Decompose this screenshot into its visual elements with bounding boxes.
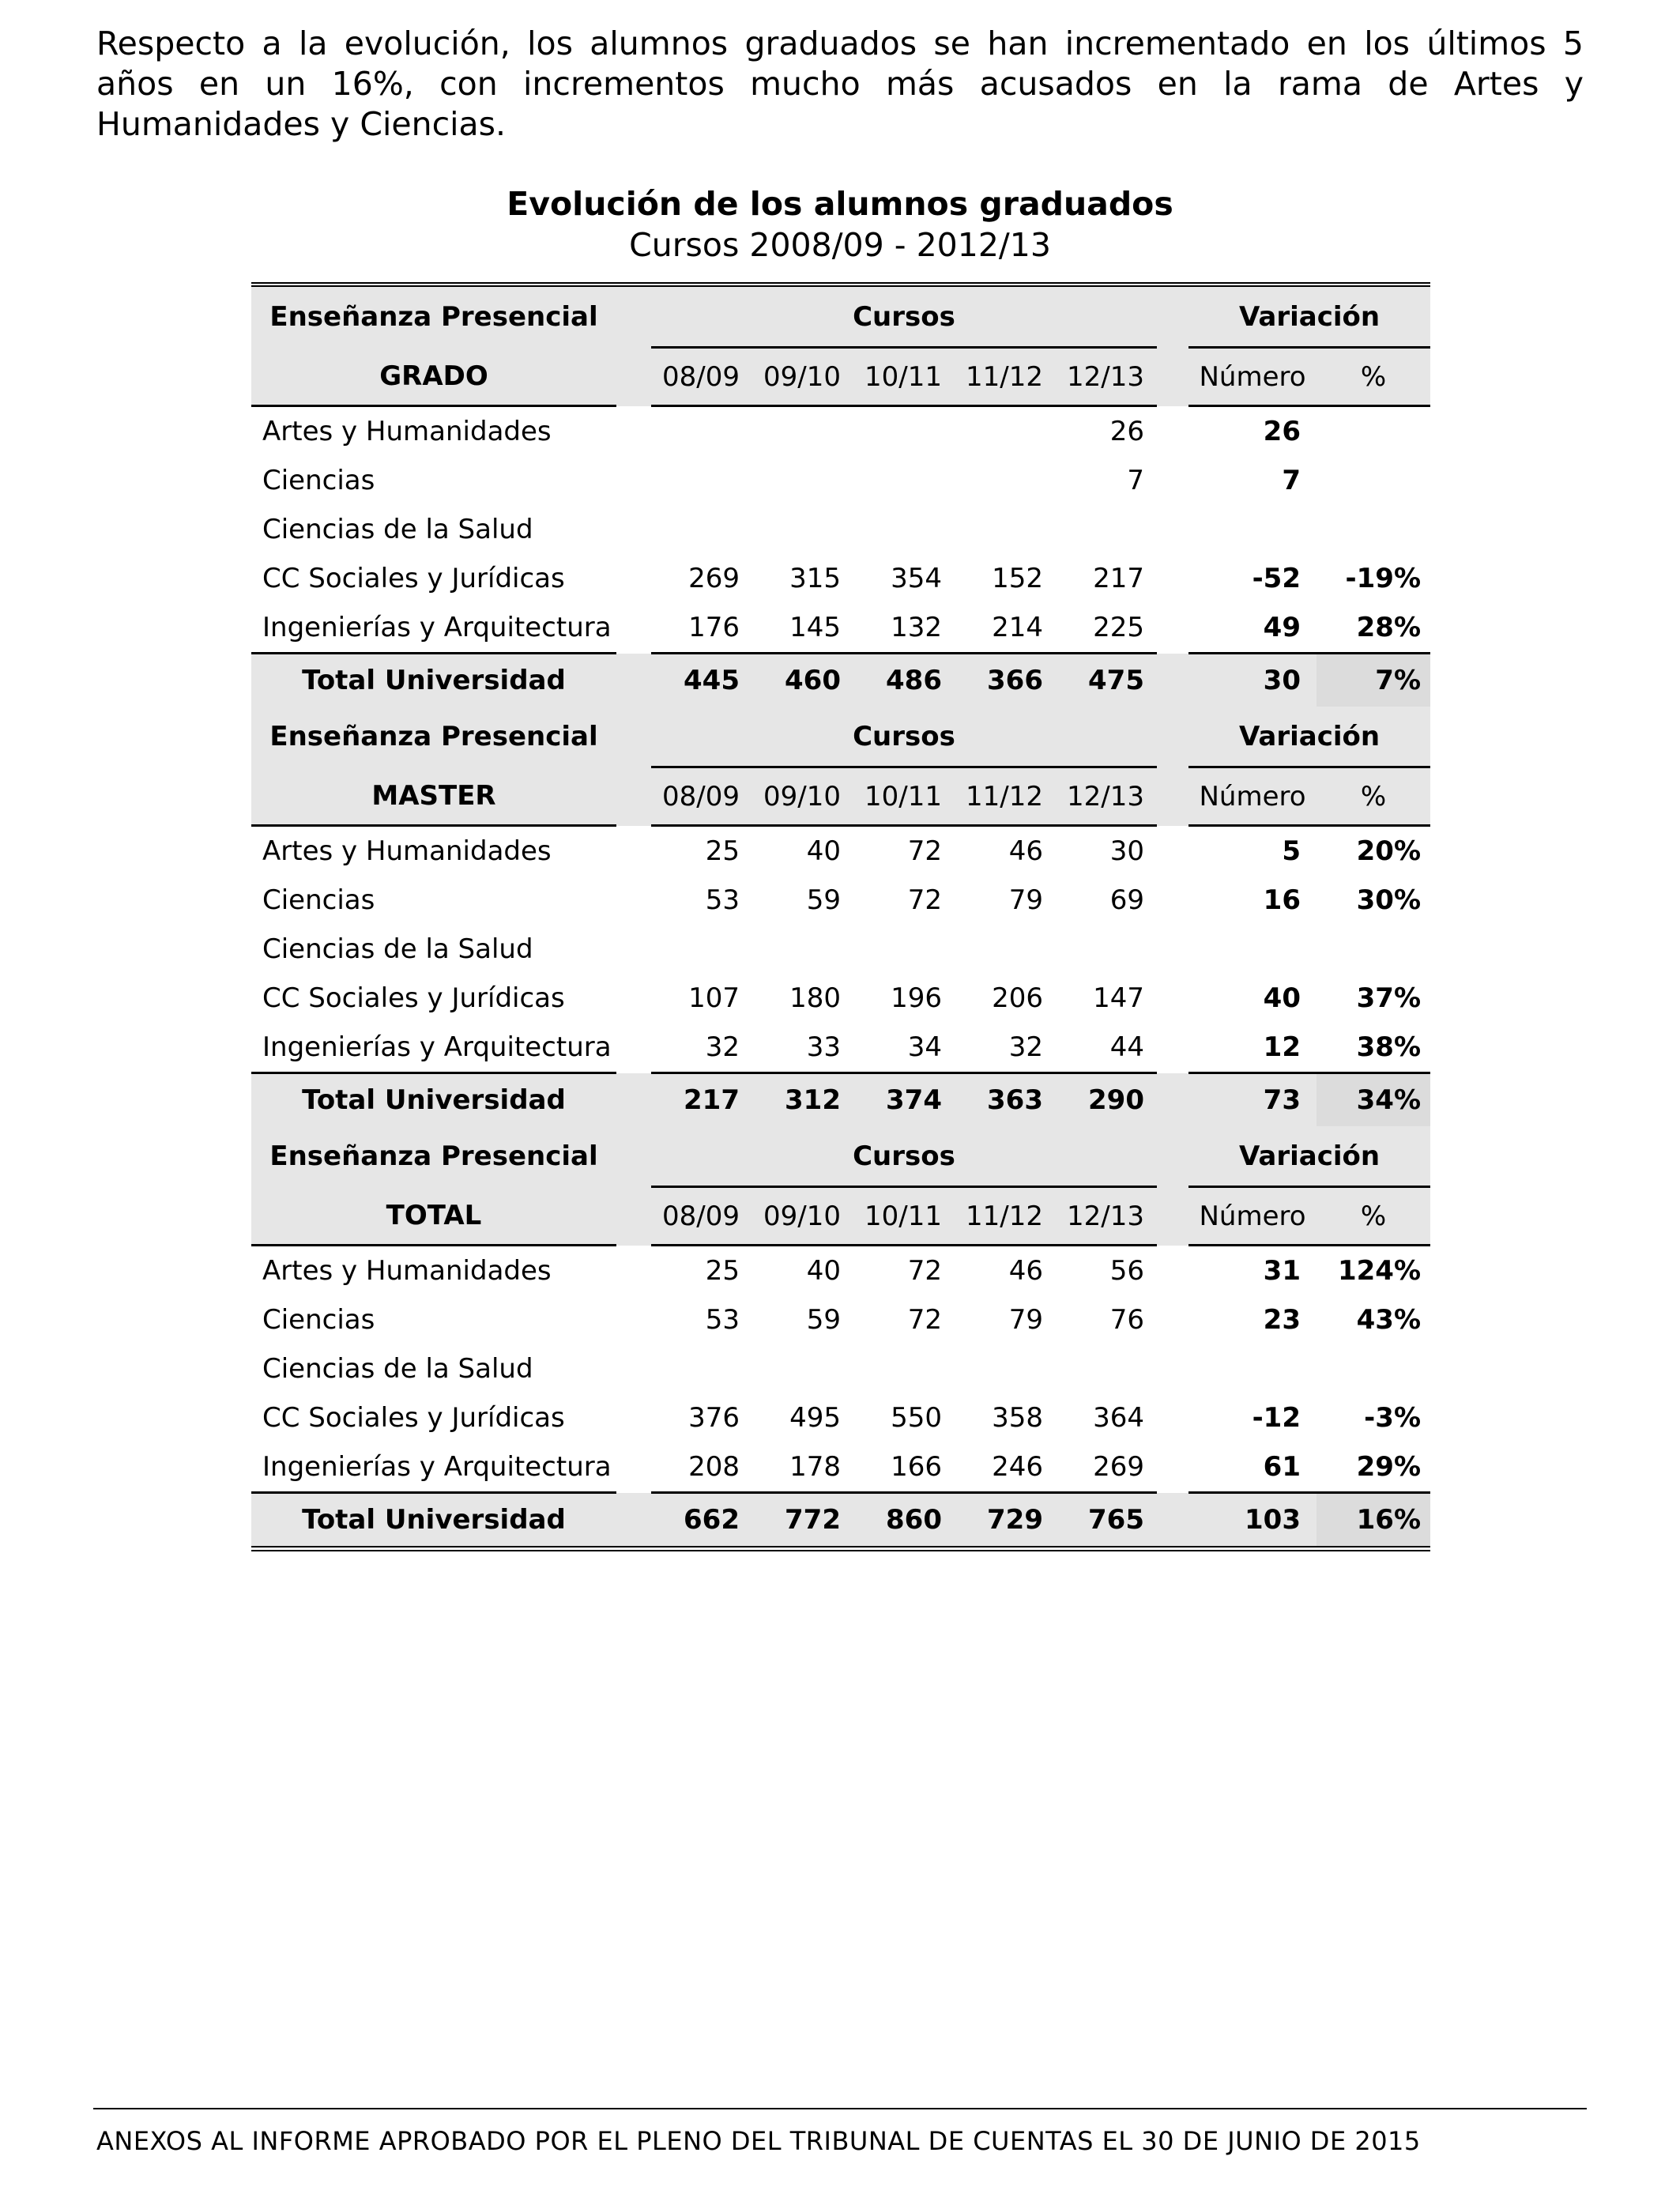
year-value: [853, 456, 955, 505]
section-subheader-row: [251, 767, 1430, 826]
variacion-label: Variación: [1188, 1126, 1430, 1187]
year-value: 72: [907, 835, 942, 867]
year-header: 10/11: [853, 1187, 955, 1246]
total-year-value: 772: [752, 1493, 853, 1547]
year-value: 53: [705, 1304, 740, 1336]
variation-pct: -3%: [1364, 1402, 1422, 1434]
variation-number: -52: [1252, 563, 1301, 594]
variation-pct: 29%: [1356, 1451, 1422, 1483]
year-header: 11/12: [955, 767, 1056, 826]
variacion-label: Variación: [1188, 707, 1430, 767]
table-row: [251, 456, 1430, 505]
total-year-value: 765: [1056, 1493, 1157, 1547]
section-header-row: [251, 287, 1430, 348]
table-row: [251, 826, 1430, 876]
year-header: 12/13: [1056, 1187, 1157, 1246]
row-gap: [1157, 1246, 1188, 1296]
section-subheader-row: [251, 348, 1430, 406]
variation-pct: 124%: [1337, 1255, 1422, 1287]
header-gap: [616, 767, 651, 826]
year-value: 56: [1109, 1255, 1144, 1287]
year-value: 206: [992, 982, 1043, 1014]
year-value: 147: [1093, 982, 1144, 1014]
ensenanza-label: Enseñanza Presencial: [251, 287, 616, 348]
total-row: [251, 1493, 1430, 1547]
total-gap: [1157, 1493, 1188, 1547]
table-subtitle: Cursos 2008/09 - 2012/13: [629, 226, 1051, 264]
variation-pct: -19%: [1345, 563, 1422, 594]
numero-header: Número: [1188, 348, 1317, 406]
total-variation-pct: 7%: [1317, 654, 1430, 707]
row-label: Ingenierías y Arquitectura: [262, 1451, 612, 1483]
year-value: 40: [806, 835, 841, 867]
table-row: [251, 1023, 1430, 1073]
row-gap: [616, 1246, 651, 1296]
total-year-value: 366: [955, 654, 1056, 707]
total-label: Total Universidad: [251, 1073, 616, 1127]
year-value: 72: [907, 884, 942, 916]
row-gap: [1157, 1023, 1188, 1073]
year-value: 176: [688, 612, 740, 643]
total-gap: [616, 1073, 651, 1127]
row-gap: [616, 826, 651, 876]
total-gap: [1157, 654, 1188, 707]
variation-pct: 30%: [1356, 884, 1422, 916]
header-gap: [616, 348, 651, 406]
row-gap: [616, 1393, 651, 1442]
numero-header: Número: [1188, 767, 1317, 826]
year-value: 25: [705, 1255, 740, 1287]
row-label: Ciencias: [262, 884, 375, 916]
year-value: 217: [1093, 563, 1144, 594]
year-value: [651, 1344, 752, 1393]
year-value: [752, 1344, 853, 1393]
year-value: 178: [789, 1451, 841, 1483]
year-value: [651, 925, 752, 974]
year-value: 208: [688, 1451, 740, 1483]
row-gap: [616, 925, 651, 974]
total-year-value: 460: [752, 654, 853, 707]
year-value: 59: [806, 1304, 841, 1336]
year-value: [955, 406, 1056, 457]
year-value: [955, 505, 1056, 554]
year-value: [651, 456, 752, 505]
total-row: [251, 654, 1430, 707]
year-value: 46: [1008, 835, 1043, 867]
variation-number: [1188, 505, 1317, 554]
year-value: 72: [907, 1255, 942, 1287]
total-gap: [1157, 1073, 1188, 1127]
year-value: [651, 505, 752, 554]
total-gap: [616, 654, 651, 707]
row-label: CC Sociales y Jurídicas: [262, 1402, 565, 1434]
intro-paragraph: Respecto a la evolución, los alumnos graduados se han incrementado en los últimos 5 años en un 16%, con incrementos mucho más acusados en la rama de Artes y Humanidades y Ciencias.: [96, 25, 1584, 143]
total-variation-pct: 16%: [1317, 1493, 1430, 1547]
variation-pct: 43%: [1356, 1304, 1422, 1336]
year-header: 09/10: [752, 1187, 853, 1246]
row-gap: [616, 1344, 651, 1393]
row-gap: [1157, 406, 1188, 457]
year-value: [752, 406, 853, 457]
year-value: 53: [705, 884, 740, 916]
year-value: [752, 505, 853, 554]
row-gap: [616, 876, 651, 925]
year-header: 09/10: [752, 348, 853, 406]
year-header: 12/13: [1056, 767, 1157, 826]
year-value: 7: [1127, 465, 1144, 496]
row-label: Ciencias de la Salud: [262, 514, 533, 545]
section-label: MASTER: [251, 767, 616, 826]
section-header-row: [251, 1126, 1430, 1187]
year-value: 25: [705, 835, 740, 867]
row-gap: [1157, 925, 1188, 974]
year-header: 10/11: [853, 767, 955, 826]
row-gap: [1157, 1393, 1188, 1442]
total-variation-pct: 34%: [1317, 1073, 1430, 1127]
year-value: 132: [891, 612, 942, 643]
year-value: 196: [891, 982, 942, 1014]
graduates-table: [251, 287, 1430, 1546]
variation-pct: [1317, 406, 1430, 457]
year-value: 225: [1093, 612, 1144, 643]
year-value: [651, 406, 752, 457]
variation-number: 12: [1263, 1031, 1301, 1063]
row-label: Ciencias: [262, 465, 375, 496]
row-label: Artes y Humanidades: [262, 835, 552, 867]
pct-header: %: [1317, 767, 1430, 826]
row-gap: [1157, 554, 1188, 603]
variation-number: 61: [1263, 1451, 1301, 1483]
year-value: 269: [1093, 1451, 1144, 1483]
footer-text: ANEXOS AL INFORME APROBADO POR EL PLENO DEL TRIBUNAL DE CUENTAS EL 30 DE JUNIO DE 2015: [96, 2126, 1421, 2156]
total-year-value: 217: [651, 1073, 752, 1127]
year-value: 69: [1109, 884, 1144, 916]
row-gap: [1157, 1442, 1188, 1493]
header-gap: [1157, 287, 1188, 348]
year-value: [752, 925, 853, 974]
cursos-label: Cursos: [651, 287, 1157, 348]
cursos-label: Cursos: [651, 707, 1157, 767]
total-gap: [616, 1493, 651, 1547]
year-value: 34: [907, 1031, 942, 1063]
year-value: [955, 1344, 1056, 1393]
total-year-value: 363: [955, 1073, 1056, 1127]
year-value: 152: [992, 563, 1043, 594]
year-value: 495: [789, 1402, 841, 1434]
year-value: 40: [806, 1255, 841, 1287]
row-label: Ciencias de la Salud: [262, 933, 533, 965]
variation-pct: 20%: [1356, 835, 1422, 867]
row-gap: [1157, 1344, 1188, 1393]
variation-number: 26: [1263, 416, 1301, 447]
cursos-label: Cursos: [651, 1126, 1157, 1187]
pct-header: %: [1317, 348, 1430, 406]
row-label: Ingenierías y Arquitectura: [262, 612, 612, 643]
year-value: 246: [992, 1451, 1043, 1483]
year-value: 376: [688, 1402, 740, 1434]
header-gap: [616, 1126, 651, 1187]
row-gap: [1157, 505, 1188, 554]
year-value: 214: [992, 612, 1043, 643]
table-row: [251, 603, 1430, 654]
row-label: Ciencias de la Salud: [262, 1353, 533, 1385]
row-label: Ciencias: [262, 1304, 375, 1336]
table-row: [251, 554, 1430, 603]
total-year-value: 729: [955, 1493, 1056, 1547]
year-value: 166: [891, 1451, 942, 1483]
row-gap: [616, 1295, 651, 1344]
row-label: Ingenierías y Arquitectura: [262, 1031, 612, 1063]
header-gap: [616, 707, 651, 767]
section-label: TOTAL: [251, 1187, 616, 1246]
row-gap: [1157, 1295, 1188, 1344]
row-label: CC Sociales y Jurídicas: [262, 982, 565, 1014]
table-row: [251, 406, 1430, 457]
row-gap: [1157, 826, 1188, 876]
year-value: 76: [1109, 1304, 1144, 1336]
year-value: 26: [1109, 416, 1144, 447]
header-gap: [616, 287, 651, 348]
variation-pct: [1317, 925, 1430, 974]
row-gap: [1157, 456, 1188, 505]
row-gap: [616, 603, 651, 654]
table-row: [251, 1295, 1430, 1344]
year-value: 72: [907, 1304, 942, 1336]
total-variation-number: 103: [1188, 1493, 1317, 1547]
year-header: 08/09: [651, 348, 752, 406]
header-gap: [1157, 707, 1188, 767]
total-label: Total Universidad: [251, 654, 616, 707]
total-variation-number: 30: [1188, 654, 1317, 707]
row-gap: [616, 974, 651, 1023]
header-gap: [616, 1187, 651, 1246]
ensenanza-label: Enseñanza Presencial: [251, 707, 616, 767]
variation-pct: 38%: [1356, 1031, 1422, 1063]
year-value: 107: [688, 982, 740, 1014]
variation-pct: 28%: [1356, 612, 1422, 643]
variation-pct: [1317, 505, 1430, 554]
graduates-table-container: [251, 282, 1430, 1551]
year-value: [853, 925, 955, 974]
variation-pct: 37%: [1356, 982, 1422, 1014]
variation-number: 23: [1263, 1304, 1301, 1336]
numero-header: Número: [1188, 1187, 1317, 1246]
year-value: 354: [891, 563, 942, 594]
row-gap: [1157, 603, 1188, 654]
year-value: 145: [789, 612, 841, 643]
total-row: [251, 1073, 1430, 1127]
total-year-value: 290: [1056, 1073, 1157, 1127]
section-header-row: [251, 707, 1430, 767]
total-label: Total Universidad: [251, 1493, 616, 1547]
year-value: [752, 456, 853, 505]
table-body: [251, 287, 1430, 1546]
table-row: [251, 1442, 1430, 1493]
row-gap: [616, 1442, 651, 1493]
variation-number: 40: [1263, 982, 1301, 1014]
year-value: 59: [806, 884, 841, 916]
total-year-value: 445: [651, 654, 752, 707]
pct-header: %: [1317, 1187, 1430, 1246]
row-label: CC Sociales y Jurídicas: [262, 563, 565, 594]
year-header: 12/13: [1056, 348, 1157, 406]
year-value: 269: [688, 563, 740, 594]
table-row: [251, 925, 1430, 974]
total-year-value: 374: [853, 1073, 955, 1127]
header-gap: [1157, 348, 1188, 406]
year-value: [955, 456, 1056, 505]
year-value: 358: [992, 1402, 1043, 1434]
variation-number: [1188, 925, 1317, 974]
year-value: 44: [1109, 1031, 1144, 1063]
year-value: 32: [1008, 1031, 1043, 1063]
header-gap: [1157, 1126, 1188, 1187]
year-value: 79: [1008, 884, 1043, 916]
year-value: [1056, 505, 1157, 554]
variation-number: 49: [1263, 612, 1301, 643]
table-row: [251, 505, 1430, 554]
year-value: 32: [705, 1031, 740, 1063]
year-value: [955, 925, 1056, 974]
variation-pct: [1317, 456, 1430, 505]
variation-number: [1188, 1344, 1317, 1393]
table-bottom-rule: [251, 1546, 1430, 1551]
year-value: 33: [806, 1031, 841, 1063]
year-header: 08/09: [651, 1187, 752, 1246]
year-value: 180: [789, 982, 841, 1014]
row-gap: [616, 406, 651, 457]
row-label: Artes y Humanidades: [262, 1255, 552, 1287]
variation-pct: [1317, 1344, 1430, 1393]
year-header: 11/12: [955, 348, 1056, 406]
year-value: 79: [1008, 1304, 1043, 1336]
section-label: GRADO: [251, 348, 616, 406]
variation-number: -12: [1252, 1402, 1301, 1434]
year-value: 315: [789, 563, 841, 594]
variacion-label: Variación: [1188, 287, 1430, 348]
row-gap: [616, 554, 651, 603]
variation-number: 7: [1282, 465, 1301, 496]
total-year-value: 860: [853, 1493, 955, 1547]
row-gap: [1157, 876, 1188, 925]
year-value: [853, 505, 955, 554]
year-value: 550: [891, 1402, 942, 1434]
year-value: 364: [1093, 1402, 1144, 1434]
year-header: 09/10: [752, 767, 853, 826]
year-value: [1056, 1344, 1157, 1393]
year-header: 08/09: [651, 767, 752, 826]
table-title: Evolución de los alumnos graduados: [507, 185, 1173, 223]
variation-number: 16: [1263, 884, 1301, 916]
year-value: [1056, 925, 1157, 974]
section-subheader-row: [251, 1187, 1430, 1246]
header-gap: [1157, 767, 1188, 826]
table-row: [251, 1246, 1430, 1296]
table-row: [251, 1344, 1430, 1393]
variation-number: 5: [1282, 835, 1301, 867]
row-gap: [616, 1023, 651, 1073]
row-gap: [1157, 974, 1188, 1023]
row-gap: [616, 456, 651, 505]
year-header: 10/11: [853, 348, 955, 406]
total-year-value: 312: [752, 1073, 853, 1127]
table-row: [251, 1393, 1430, 1442]
ensenanza-label: Enseñanza Presencial: [251, 1126, 616, 1187]
year-header: 11/12: [955, 1187, 1056, 1246]
header-gap: [1157, 1187, 1188, 1246]
total-variation-number: 73: [1188, 1073, 1317, 1127]
total-year-value: 475: [1056, 654, 1157, 707]
year-value: 30: [1109, 835, 1144, 867]
year-value: [853, 406, 955, 457]
row-label: Artes y Humanidades: [262, 416, 552, 447]
table-row: [251, 974, 1430, 1023]
row-gap: [616, 505, 651, 554]
year-value: [853, 1344, 955, 1393]
total-year-value: 662: [651, 1493, 752, 1547]
variation-number: 31: [1263, 1255, 1301, 1287]
table-row: [251, 876, 1430, 925]
year-value: 46: [1008, 1255, 1043, 1287]
total-year-value: 486: [853, 654, 955, 707]
footer-rule: [93, 2108, 1587, 2109]
